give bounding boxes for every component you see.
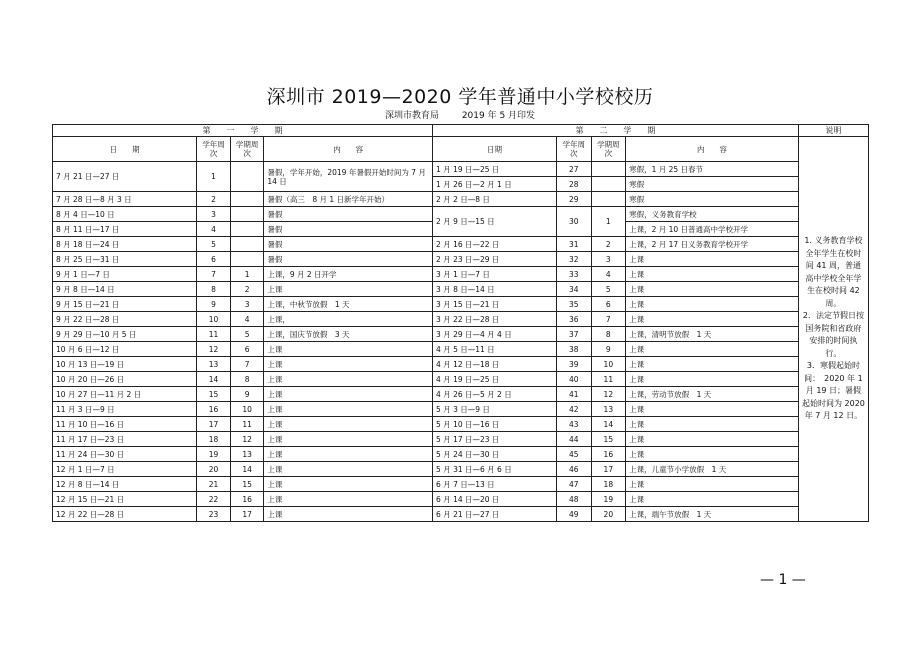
- cell-year-week-1: 21: [197, 477, 231, 492]
- cell-term-week-2: 9: [591, 342, 626, 357]
- cell-year-week-2: 29: [557, 192, 592, 207]
- cell-content-2: 寒假，1 月 25 日春节: [626, 162, 799, 177]
- table-row: [53, 162, 869, 177]
- cell-year-week-2: 48: [557, 492, 592, 507]
- table-row: [53, 462, 869, 477]
- cell-term-week-1: 10: [230, 402, 264, 417]
- cell-year-week-2: 46: [557, 462, 592, 477]
- header-date-2: 日期: [433, 137, 557, 162]
- cell-term-week-2: 10: [591, 357, 626, 372]
- cell-content-2: 上课，2 月 17 日义务教育学校开学: [626, 237, 799, 252]
- cell-content-2: 上课: [626, 402, 799, 417]
- cell-content-1: 上课，国庆节放假 3 天: [264, 327, 433, 342]
- cell-year-week-1: 14: [197, 372, 231, 387]
- cell-content-1: 上课: [264, 342, 433, 357]
- cell-year-week-1: 23: [197, 507, 231, 522]
- cell-content-1: 暑假: [264, 252, 433, 267]
- page-title: 深圳市 2019—2020 学年普通中小学校校历: [266, 86, 654, 108]
- cell-date-1: 8 月 18 日—24 日: [53, 237, 197, 252]
- cell-date-2: 6 月 7 日—13 日: [433, 477, 557, 492]
- cell-date-1: 9 月 22 日—28 日: [53, 312, 197, 327]
- cell-date-2: 2 月 2 日—8 日: [433, 192, 557, 207]
- table-row: [53, 492, 869, 507]
- cell-date-1: 9 月 15 日—21 日: [53, 297, 197, 312]
- cell-term-week-1: [230, 162, 264, 192]
- cell-date-1: 7 月 21 日—27 日: [53, 162, 197, 192]
- cell-term-week-1: [230, 252, 264, 267]
- cell-year-week-1: 17: [197, 417, 231, 432]
- cell-term-week-2: 20: [591, 507, 626, 522]
- cell-date-2: 2 月 23 日—29 日: [433, 252, 557, 267]
- cell-year-week-1: 3: [197, 207, 231, 222]
- cell-date-1: 8 月 25 日—31 日: [53, 252, 197, 267]
- cell-date-2: 5 月 3 日—9 日: [433, 402, 557, 417]
- cell-year-week-2: 39: [557, 357, 592, 372]
- cell-date-1: 10 月 20 日—26 日: [53, 372, 197, 387]
- table-row: [53, 387, 869, 402]
- cell-date-2: 4 月 19 日—25 日: [433, 372, 557, 387]
- cell-content-1: 上课: [264, 507, 433, 522]
- cell-term-week-2: 4: [591, 267, 626, 282]
- cell-term-week-2: 11: [591, 372, 626, 387]
- cell-date-1: 12 月 8 日—14 日: [53, 477, 197, 492]
- cell-year-week-2: 36: [557, 312, 592, 327]
- cell-term-week-1: [230, 192, 264, 207]
- notes-cell: [798, 137, 868, 522]
- cell-term-week-1: 17: [230, 507, 264, 522]
- table-row: [53, 312, 869, 327]
- cell-date-2: 6 月 21 日—27 日: [433, 507, 557, 522]
- cell-term-week-1: 14: [230, 462, 264, 477]
- cell-content-2: 上课，儿童节小学放假 1 天: [626, 462, 799, 477]
- cell-date-1: 11 月 3 日—9 日: [53, 402, 197, 417]
- cell-year-week-2: 40: [557, 372, 592, 387]
- cell-date-1: 11 月 24 日—30 日: [53, 447, 197, 462]
- cell-term-week-2: 15: [591, 432, 626, 447]
- cell-content-2: 上课: [626, 357, 799, 372]
- table-row: [53, 237, 869, 252]
- cell-content-2: 上课: [626, 447, 799, 462]
- cell-date-2: 1 月 19 日—25 日: [433, 162, 557, 177]
- cell-content-2: 上课: [626, 417, 799, 432]
- cell-date-2: 3 月 29 日—4 月 4 日: [433, 327, 557, 342]
- table-row: [53, 327, 869, 342]
- cell-content-1: 上课: [264, 387, 433, 402]
- header-first-semester: 第 一 学 期: [53, 125, 433, 137]
- header-year-week-1: 学年周次: [197, 137, 231, 162]
- header-row-semesters: [53, 125, 869, 137]
- cell-term-week-2: 3: [591, 252, 626, 267]
- cell-year-week-2: 27: [557, 162, 592, 177]
- note-2: 2．法定节假日按国务院和省政府安排的时间执行。: [802, 311, 864, 358]
- table-row: [53, 447, 869, 462]
- cell-content-2: 上课，2 月 10 日普通高中学校开学: [626, 222, 799, 237]
- cell-date-1: 8 月 4 日—10 日: [53, 207, 197, 222]
- cell-year-week-1: 9: [197, 297, 231, 312]
- cell-year-week-2: 34: [557, 282, 592, 297]
- cell-content-1: 上课: [264, 417, 433, 432]
- cell-term-week-2: 18: [591, 477, 626, 492]
- cell-term-week-1: [230, 207, 264, 222]
- header-term-week-2: 学期周次: [591, 137, 626, 162]
- cell-year-week-1: 22: [197, 492, 231, 507]
- cell-content-2: 寒假: [626, 192, 799, 207]
- cell-term-week-1: 6: [230, 342, 264, 357]
- cell-year-week-1: 2: [197, 192, 231, 207]
- table-row: [53, 357, 869, 372]
- cell-term-week-2: 14: [591, 417, 626, 432]
- cell-year-week-1: 15: [197, 387, 231, 402]
- cell-date-1: 9 月 8 日—14 日: [53, 282, 197, 297]
- cell-year-week-2: 41: [557, 387, 592, 402]
- cell-date-1: 9 月 1 日—7 日: [53, 267, 197, 282]
- cell-content-1: 上课: [264, 492, 433, 507]
- cell-term-week-1: [230, 237, 264, 252]
- table-row: [53, 417, 869, 432]
- cell-year-week-2: 45: [557, 447, 592, 462]
- cell-year-week-2: 33: [557, 267, 592, 282]
- cell-content-1: 上课，: [264, 312, 433, 327]
- cell-year-week-1: 1: [197, 162, 231, 192]
- table-row: [53, 192, 869, 207]
- cell-term-week-1: 16: [230, 492, 264, 507]
- issue-date: 2019 年 5 月印发: [461, 111, 536, 121]
- note-1: 1. 义务教育学校全年学生在校时间 41 周，普通高中学校全年学生在校时间 42 周。: [804, 236, 863, 308]
- cell-content-2: 上课: [626, 312, 799, 327]
- table-row: [53, 282, 869, 297]
- cell-term-week-2: 12: [591, 387, 626, 402]
- cell-year-week-1: 8: [197, 282, 231, 297]
- cell-term-week-2: 17: [591, 462, 626, 477]
- cell-content-2: 上课，劳动节放假 1 天: [626, 387, 799, 402]
- cell-year-week-2: 31: [557, 237, 592, 252]
- cell-year-week-2: 43: [557, 417, 592, 432]
- cell-date-2: 5 月 31 日—6 月 6 日: [433, 462, 557, 477]
- cell-term-week-1: [230, 222, 264, 237]
- cell-term-week-1: 7: [230, 357, 264, 372]
- cell-content-1: 暑假: [264, 237, 433, 252]
- cell-term-week-2: [591, 177, 626, 192]
- header-second-semester: 第 二 学 期: [433, 125, 799, 137]
- table-row: [53, 402, 869, 417]
- cell-content-1: 上课: [264, 462, 433, 477]
- cell-content-2: 上课: [626, 282, 799, 297]
- cell-year-week-2: 32: [557, 252, 592, 267]
- cell-year-week-2: 35: [557, 297, 592, 312]
- cell-date-2: 3 月 15 日—21 日: [433, 297, 557, 312]
- cell-year-week-1: 13: [197, 357, 231, 372]
- cell-term-week-1: 5: [230, 327, 264, 342]
- cell-year-week-2: 49: [557, 507, 592, 522]
- cell-date-2: 2 月 9 日—15 日: [433, 207, 557, 237]
- cell-term-week-1: 9: [230, 387, 264, 402]
- cell-content-2: 上课: [626, 267, 799, 282]
- cell-content-1: 上课: [264, 432, 433, 447]
- cell-date-2: 4 月 26 日—5 月 2 日: [433, 387, 557, 402]
- cell-content-1: 上课: [264, 477, 433, 492]
- cell-term-week-1: 2: [230, 282, 264, 297]
- cell-content-1: 上课，9 月 2 日开学: [264, 267, 433, 282]
- cell-year-week-1: 19: [197, 447, 231, 462]
- subtitle: [0, 110, 920, 122]
- cell-term-week-2: 6: [591, 297, 626, 312]
- header-notes: 说明: [798, 125, 868, 137]
- cell-year-week-2: 28: [557, 177, 592, 192]
- cell-content-2: 寒假: [626, 177, 799, 192]
- cell-content-1: 上课，中秋节放假 1 天: [264, 297, 433, 312]
- cell-date-2: 3 月 1 日—7 日: [433, 267, 557, 282]
- cell-content-1: 暑假（高三 8 月 1 日新学年开始）: [264, 192, 433, 207]
- cell-date-2: 4 月 5 日—11 日: [433, 342, 557, 357]
- cell-year-week-2: 38: [557, 342, 592, 357]
- cell-term-week-2: 1: [591, 207, 626, 237]
- cell-content-2: 上课: [626, 297, 799, 312]
- cell-content-2: 寒假，义务教育学校: [626, 207, 799, 222]
- cell-year-week-1: 6: [197, 252, 231, 267]
- page-number: — 1 —: [760, 572, 806, 588]
- cell-date-1: 12 月 1 日—7 日: [53, 462, 197, 477]
- cell-date-1: 12 月 22 日—28 日: [53, 507, 197, 522]
- cell-year-week-2: 37: [557, 327, 592, 342]
- cell-term-week-2: 19: [591, 492, 626, 507]
- cell-year-week-1: 18: [197, 432, 231, 447]
- cell-content-2: 上课: [626, 432, 799, 447]
- table-row: [53, 342, 869, 357]
- cell-date-1: 11 月 10 日—16 日: [53, 417, 197, 432]
- cell-date-2: 3 月 8 日—14 日: [433, 282, 557, 297]
- table-row: [53, 372, 869, 387]
- cell-year-week-2: 42: [557, 402, 592, 417]
- cell-year-week-2: 44: [557, 432, 592, 447]
- cell-term-week-2: 13: [591, 402, 626, 417]
- header-row-columns: [53, 137, 869, 162]
- cell-term-week-2: [591, 192, 626, 207]
- header-content-1: 内 容: [264, 137, 433, 162]
- cell-date-1: 11 月 17 日—23 日: [53, 432, 197, 447]
- note-3: 3．寒假起始时间： 2020 年 1 月 19 日；暑假起始时间为 2020 年 7 月 12 日。: [801, 361, 865, 421]
- table-row: [53, 507, 869, 522]
- cell-year-week-1: 10: [197, 312, 231, 327]
- cell-term-week-1: 4: [230, 312, 264, 327]
- header-year-week-2: 学年周次: [557, 137, 592, 162]
- cell-content-1: 暑假，学年开始，2019 年暑假开始时间为 7 月 14 日: [264, 162, 433, 192]
- cell-date-2: 3 月 22 日—28 日: [433, 312, 557, 327]
- cell-date-2: 1 月 26 日—2 月 1 日: [433, 177, 557, 192]
- header-date-1: 日 期: [53, 137, 197, 162]
- school-calendar-table: [52, 124, 869, 522]
- cell-date-1: 12 月 15 日—21 日: [53, 492, 197, 507]
- header-content-2: 内 容: [626, 137, 799, 162]
- table-row: [53, 477, 869, 492]
- cell-term-week-2: 5: [591, 282, 626, 297]
- cell-date-2: 4 月 12 日—18 日: [433, 357, 557, 372]
- cell-year-week-1: 5: [197, 237, 231, 252]
- cell-content-1: 上课: [264, 357, 433, 372]
- cell-term-week-2: 2: [591, 237, 626, 252]
- table-row: [53, 207, 869, 222]
- table-row: [53, 297, 869, 312]
- cell-term-week-1: 12: [230, 432, 264, 447]
- cell-content-1: 上课: [264, 402, 433, 417]
- table-row: [53, 267, 869, 282]
- cell-date-1: 9 月 29 日—10 月 5 日: [53, 327, 197, 342]
- cell-year-week-1: 16: [197, 402, 231, 417]
- cell-content-2: 上课，清明节放假 1 天: [626, 327, 799, 342]
- cell-term-week-2: 16: [591, 447, 626, 462]
- cell-content-1: 上课: [264, 282, 433, 297]
- cell-term-week-1: 3: [230, 297, 264, 312]
- cell-term-week-1: 13: [230, 447, 264, 462]
- cell-term-week-1: 8: [230, 372, 264, 387]
- table-row: [53, 432, 869, 447]
- cell-year-week-1: 20: [197, 462, 231, 477]
- cell-year-week-1: 11: [197, 327, 231, 342]
- cell-year-week-1: 12: [197, 342, 231, 357]
- header-term-week-1: 学期周次: [230, 137, 264, 162]
- cell-content-1: 暑假: [264, 222, 433, 237]
- cell-content-2: 上课: [626, 492, 799, 507]
- cell-year-week-2: 30: [557, 207, 592, 237]
- cell-content-1: 上课: [264, 447, 433, 462]
- cell-content-1: 上课: [264, 372, 433, 387]
- cell-content-2: 上课: [626, 372, 799, 387]
- cell-content-2: 上课: [626, 252, 799, 267]
- cell-content-2: 上课: [626, 477, 799, 492]
- cell-term-week-2: 7: [591, 312, 626, 327]
- cell-date-2: 5 月 24 日—30 日: [433, 447, 557, 462]
- cell-term-week-1: 11: [230, 417, 264, 432]
- cell-content-1: 暑假: [264, 207, 433, 222]
- cell-content-2: 上课: [626, 342, 799, 357]
- cell-term-week-1: 15: [230, 477, 264, 492]
- cell-year-week-1: 7: [197, 267, 231, 282]
- cell-date-1: 10 月 13 日—19 日: [53, 357, 197, 372]
- cell-date-1: 10 月 27 日—11 月 2 日: [53, 387, 197, 402]
- table-row: [53, 252, 869, 267]
- cell-date-1: 10 月 6 日—12 日: [53, 342, 197, 357]
- cell-term-week-2: 8: [591, 327, 626, 342]
- cell-date-2: 5 月 10 日—16 日: [433, 417, 557, 432]
- cell-date-1: 7 月 28 日—8 月 3 日: [53, 192, 197, 207]
- cell-date-1: 8 月 11 日—17 日: [53, 222, 197, 237]
- cell-date-2: 6 月 14 日—20 日: [433, 492, 557, 507]
- cell-date-2: 5 月 17 日—23 日: [433, 432, 557, 447]
- cell-year-week-2: 47: [557, 477, 592, 492]
- cell-term-week-2: [591, 162, 626, 177]
- cell-content-2: 上课，端午节放假 1 天: [626, 507, 799, 522]
- cell-date-2: 2 月 16 日—22 日: [433, 237, 557, 252]
- issuer: 深圳市教育局: [384, 111, 439, 121]
- cell-term-week-1: 1: [230, 267, 264, 282]
- cell-year-week-1: 4: [197, 222, 231, 237]
